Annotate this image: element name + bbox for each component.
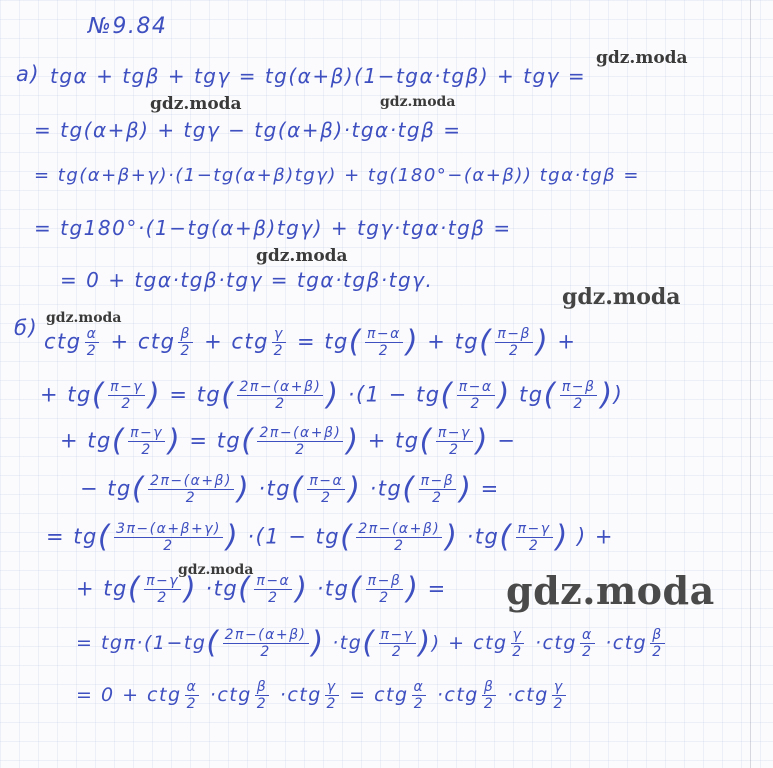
watermark: gdz.moda bbox=[256, 246, 348, 266]
part-b-line-5: = tg( $\frac{3\pi-(\alpha+\beta+\gamma)}{2}$ ) ·(1 − tg( $\frac{2\pi-(\alpha+\beta)}{2}$ ) ·tg( $\frac{\pi-\gamma}{2}$ ) ) + bbox=[46, 519, 614, 555]
part-b-line-2: + tg( $\frac{\pi-\gamma}{2}$ ) = tg( $\frac{2\pi-(\alpha+\beta)}{2}$ ) ·(1 − tg( $\frac{\pi-\alpha}{2}$ ) tg( $\frac{\pi-\beta}{2}$ )) bbox=[40, 377, 624, 413]
watermark: gdz.moda bbox=[596, 48, 688, 68]
watermark: gdz.moda bbox=[46, 310, 122, 326]
part-a-line-1: tgα + tgβ + tgγ = tg(α+β)(1−tgα·tgβ) + tgγ = bbox=[50, 64, 587, 88]
part-a-label: а) bbox=[16, 62, 41, 86]
watermark: gdz.moda bbox=[178, 562, 254, 578]
problem-number: №9.84 bbox=[88, 14, 168, 39]
part-b-line-7: = tgπ·(1−tg( $\frac{2\pi-(\alpha+\beta)}{2}$ ) ·tg( $\frac{\pi-\gamma}{2}$ )) + ctg $\frac{\gamma}{2}$ ·ctg $\frac{\alpha}{2}$ ·ctg $\frac{\beta}{2}$ bbox=[76, 625, 663, 661]
watermark: gdz.moda bbox=[562, 284, 681, 310]
part-b-line-4: − tg( $\frac{2\pi-(\alpha+\beta)}{2}$ ) ·tg( $\frac{\pi-\alpha}{2}$ ) ·tg( $\frac{\pi-\beta}{2}$ ) = bbox=[80, 471, 500, 507]
part-a-line-3: = tg(α+β+γ)·(1−tg(α+β)tgγ) + tg(180°−(α+β)) tgα·tgβ = bbox=[34, 165, 640, 186]
part-b-label: б) bbox=[14, 316, 39, 340]
part-a-line-2: = tg(α+β) + tgγ − tg(α+β)·tgα·tgβ = bbox=[34, 118, 462, 142]
watermark: gdz.moda bbox=[506, 568, 715, 613]
watermark: gdz.moda bbox=[380, 94, 456, 110]
part-b-line-3: + tg( $\frac{\pi-\gamma}{2}$ ) = tg( $\frac{2\pi-(\alpha+\beta)}{2}$ ) + tg( $\frac{\pi-\gamma}{2}$ ) − bbox=[60, 423, 517, 459]
watermark: gdz.moda bbox=[150, 94, 242, 114]
part-b-line-6: + tg( $\frac{\pi-\gamma}{2}$ ) ·tg( $\frac{\pi-\alpha}{2}$ ) ·tg( $\frac{\pi-\beta}{2}$ ) = bbox=[76, 571, 447, 607]
part-b-line-1: ctg $\frac{\alpha}{2}$ + ctg $\frac{\beta}{2}$ + ctg $\frac{\gamma}{2}$ = tg( $\frac{\pi-\alpha}{2}$ ) + tg( $\frac{\pi-\beta}{2}$ ) + bbox=[44, 324, 577, 360]
part-a-line-4: = tg180°·(1−tg(α+β)tgγ) + tgγ·tgα·tgβ = bbox=[34, 216, 512, 240]
page-margin-line bbox=[750, 0, 751, 768]
part-a-line-5: = 0 + tgα·tgβ·tgγ = tgα·tgβ·tgγ. bbox=[60, 268, 434, 292]
part-b-line-8: = 0 + ctg $\frac{\alpha}{2}$ ·ctg $\frac{\beta}{2}$ ·ctg $\frac{\gamma}{2}$ = ctg $\frac{\alpha}{2}$ ·ctg $\frac{\beta}{2}$ ·ctg $\frac{\gamma}{2}$ bbox=[76, 679, 564, 712]
